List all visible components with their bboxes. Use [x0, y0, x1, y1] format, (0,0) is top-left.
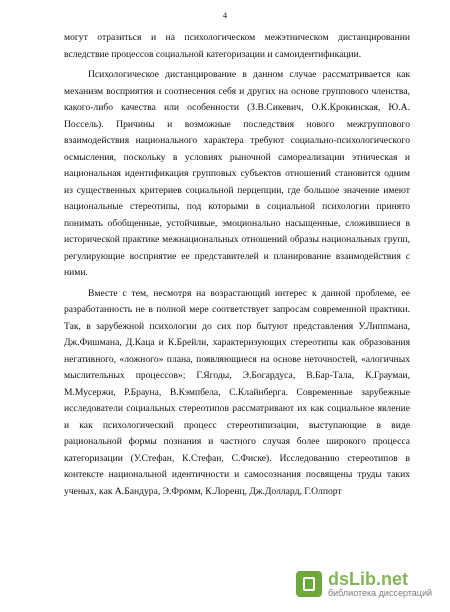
watermark-brand: dsLib.net: [327, 569, 408, 589]
dslib-logo-icon: [296, 571, 322, 597]
watermark-tagline: библиотека диссертаций: [327, 588, 432, 598]
document-body: [64, 30, 410, 500]
paragraph-2: Психологическое дистанцирование в данном случае рассматривается как механизм восприятия и соотнесения себя и других на основе группового членства, какого-либо качества или особенности (З.В.Сикевич, О.К.Крокинская, Ю.А. Поссель). Причины и возможные последствия нового межгруппового взаимодействия национального характера требуют социально-психологического осмысления, поскольку в условиях рыночной самореализации этническая и национальная идентификация групповых субъектов отношений становится одним из существенных критериев социальной перцепции, где большое значение имеют национальные стереотипы, под которыми в социальной психологии принято понимать обобщенные, устойчивые, эмоционально насыщенные, сложившиеся в исторической практике межнациональных отношений образы национальных групп, регулирующие восприятие ее представителей и планирование взаимодействия с ними.: [64, 69, 410, 278]
dslib-watermark[interactable]: [296, 570, 432, 598]
paragraph-3: Вместе с тем, несмотря на возрастающий интерес к данной проблеме, ее разработанность не в полной мере соответствует запросам современной практики. Так, в зарубежной психологии до сих пор бытуют представления У.Липпмана, Дж.Фишмана, Д.Каца и К.Брейли, характеризующих стереотипы как образования негативного, «ложного» плана, появляющиеся на основе неточностей, «алогичных мыслительных процессов»; Г.Ягоды, Э.Богардуса, В.Бар-Тала, К.Граумаи, М.Мусержи, Р.Брауна, В.Кэмпбела, С.Клайнберга. Современные зарубежные исследователи социальных стереотипов рассматривают их как социальное явление и как психологический процесс стереотипизации, выступающие в виде рациональной формы познания и частного случая более широкого процесса категоризации (У.Стефан, К.Стефан, С.Фиске). Исследованию стереотипов в контексте национальной идентичности и самосознания посвящены труды таких ученых, как А.Бандура, Э.Фромм, К.Лоренц, Дж.Доллард, Г.Олпорт: [64, 287, 410, 497]
page-number: 4: [222, 10, 228, 20]
paragraph-1: могут отразиться и на психологическом межэтническом дистанцировании вследствие процессов социальной категоризации и самоидентификации.: [64, 32, 410, 60]
